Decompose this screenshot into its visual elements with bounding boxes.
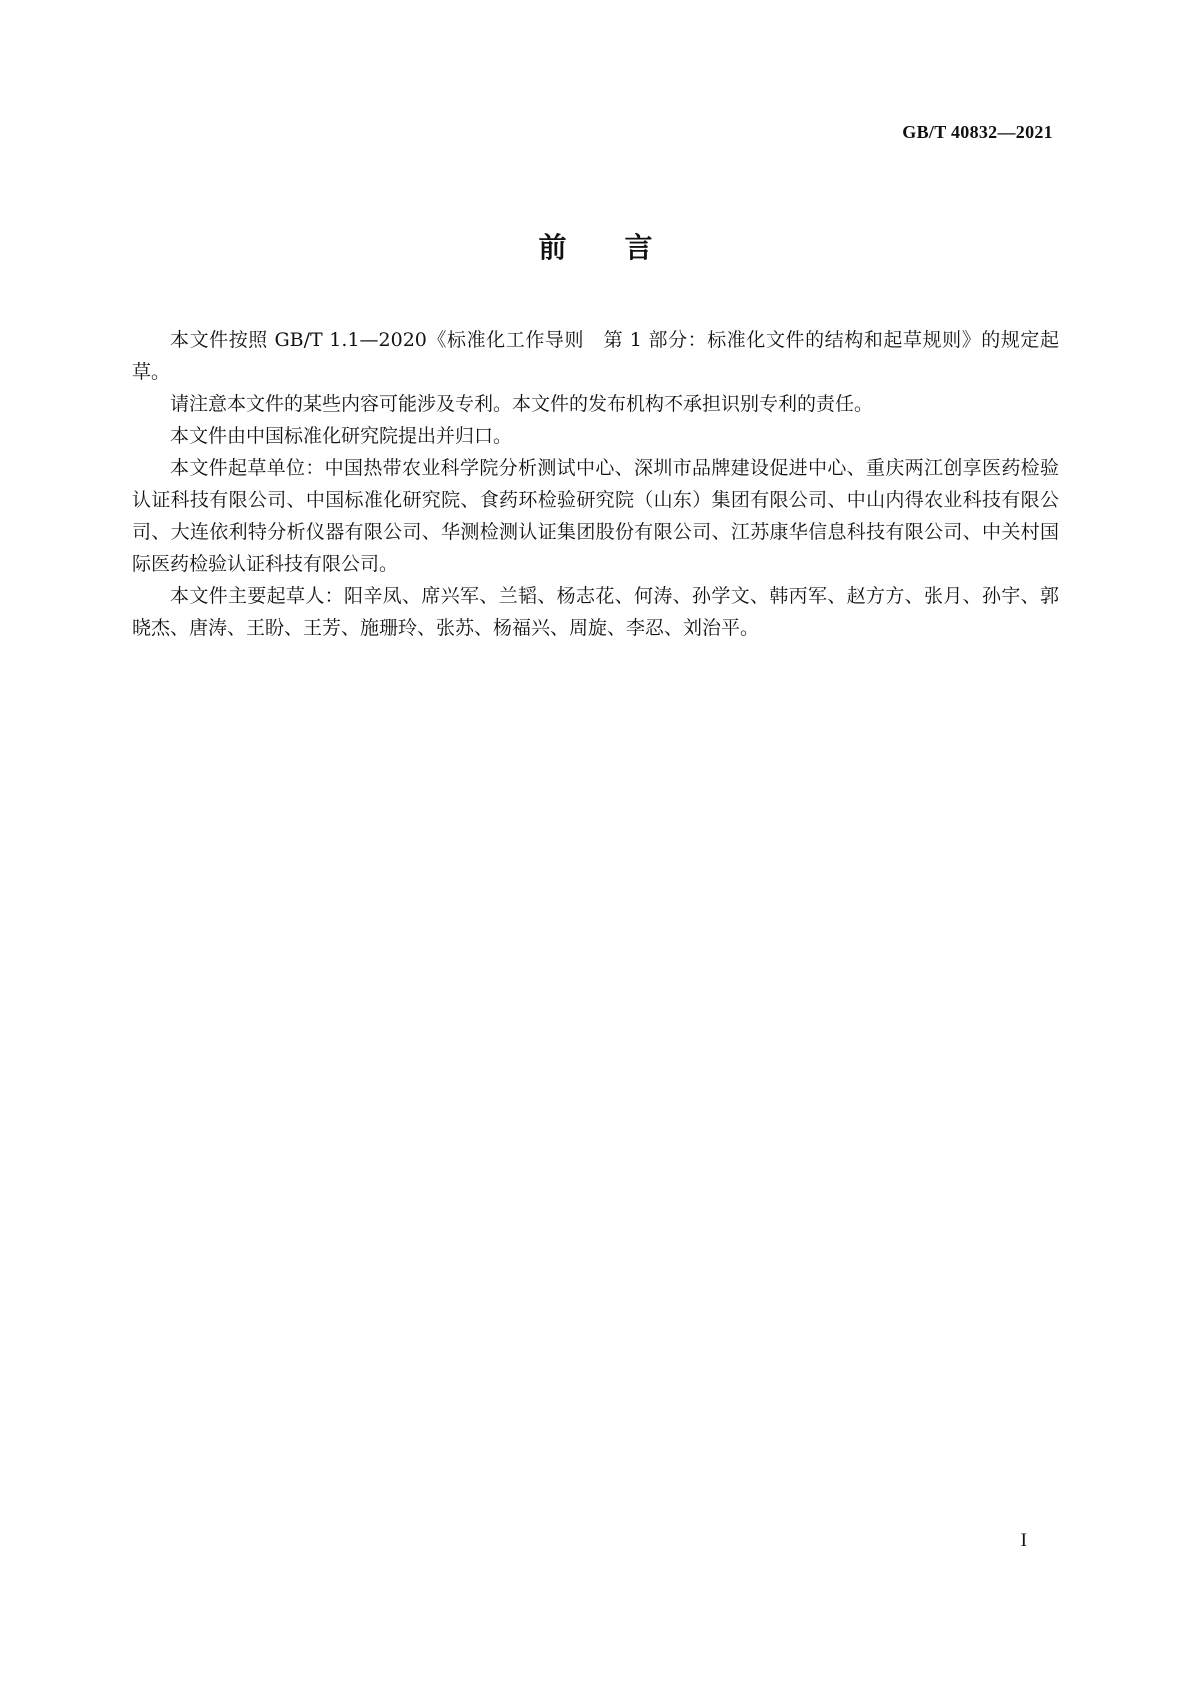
page-title: 前言 — [538, 231, 711, 264]
page-number: I — [1020, 1530, 1027, 1551]
foreword-body — [132, 324, 1059, 644]
standard-number: GB/T 40832—2021 — [902, 122, 1053, 142]
paragraph-drafters: 本文件主要起草人：阳辛凤、席兴军、兰韬、杨志花、何涛、孙学文、韩丙军、赵方方、张月、孙宇、郭晓杰、唐涛、王盼、王芳、施珊玲、张苏、杨福兴、周旋、李忍、刘治平。 — [132, 585, 1059, 639]
paragraph-drafting-rules: 本文件按照 GB/T 1.1—2020《标准化工作导则 第 1 部分：标准化文件的结构和起草规则》的规定起草。 — [132, 329, 1059, 383]
paragraph-drafting-units: 本文件起草单位：中国热带农业科学院分析测试中心、深圳市品牌建设促进中心、重庆两江创享医药检验认证科技有限公司、中国标准化研究院、食药环检验研究院（山东）集团有限公司、中山内得农业科技有限公司、大连依利特分析仪器有限公司、华测检测认证集团股份有限公司、江苏康华信息科技有限公司、中关村国际医药检验认证科技有限公司。 — [132, 457, 1059, 575]
paragraph-patent-notice: 请注意本文件的某些内容可能涉及专利。本文件的发布机构不承担识别专利的责任。 — [170, 393, 874, 415]
paragraph-proposer: 本文件由中国标准化研究院提出并归口。 — [170, 425, 513, 447]
